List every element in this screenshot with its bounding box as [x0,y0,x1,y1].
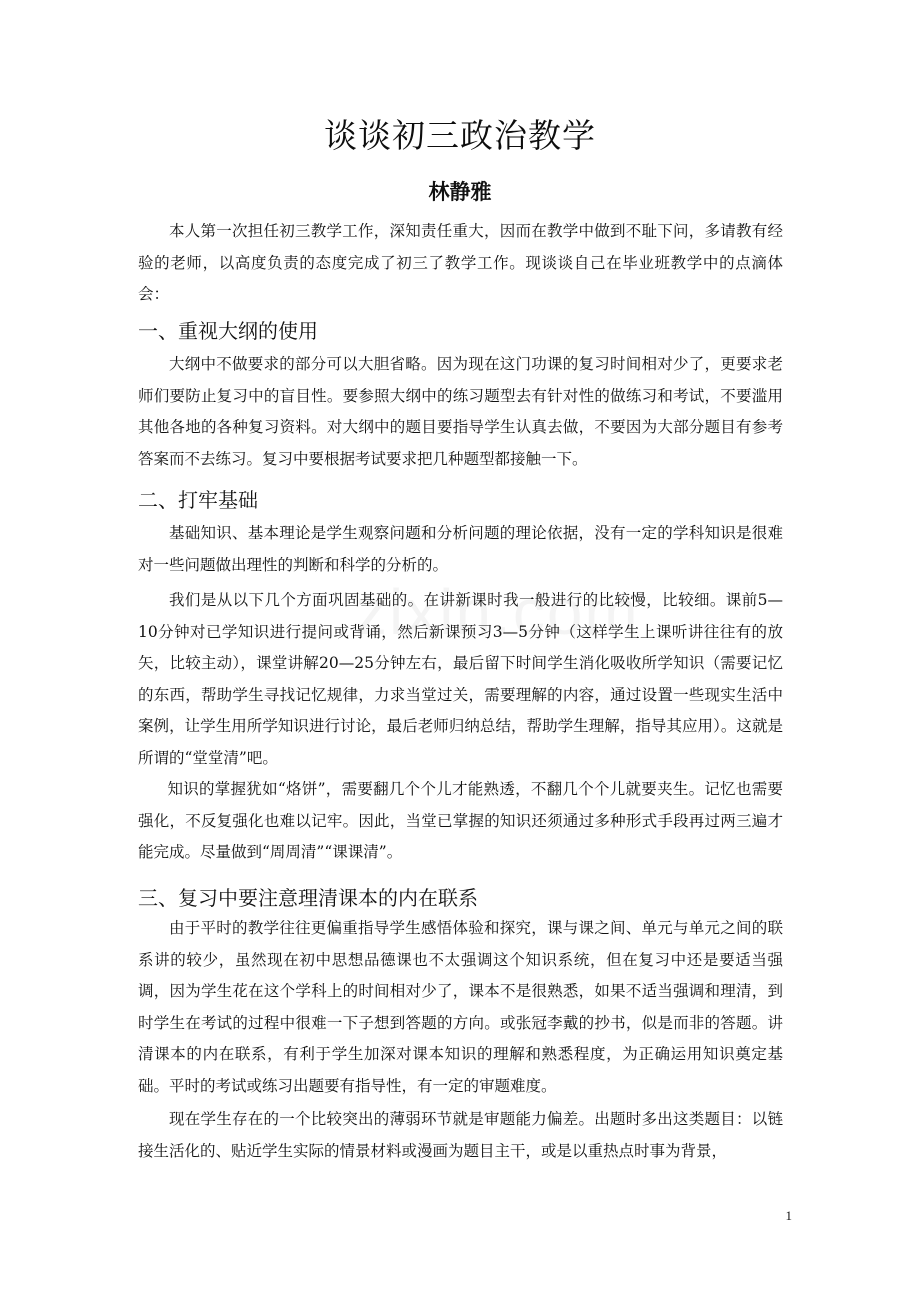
section-3-paragraph-1: 由于平时的教学往往更偏重指导学生感悟体验和探究，课与课之间、单元与单元之间的联系讲的较少，虽然现在初中思想品德课也不太强调这个知识系统，但在复习中还是要适当强调，因为学生花在这个学科上的时间相对少了，课本不是很熟悉，如果不适当强调和理清，到时学生在考试的过程中很难一下子想到答题的方向。或张冠李戴的抄书，似是而非的答题。讲清课本的内在联系，有利于学生加深对课本知识的理解和熟悉程度，为正确运用知识奠定基础。平时的考试或练习出题要有指导性，有一定的审题难度。 [138,919,783,1095]
intro-block [138,216,783,311]
section-3-body [138,913,783,1167]
section-1-paragraph-1: 大纲中不做要求的部分可以大胆省略。因为现在这门功课的复习时间相对少了，更要求老师们要防止复习中的盲目性。要参照大纲中的练习题型去有针对性的做练习和考试，不要滥用其他各地的各种复习资料。对大纲中的题目要指导学生认真去做，不要因为大部分题目有参考答案而不去练习。复习中要根据考试要求把几种题型都接触一下。 [138,355,783,468]
page-number: 1 [785,1208,792,1223]
section-3-heading: 三、复习中要注意理清课本的内在联系 [138,886,478,910]
section-2-paragraph-2: 我们是从以下几个方面巩固基础的。在讲新课时我一般进行的比较慢，比较细。课前5—10分钟对已学知识进行提问或背诵，然后新课预习3—5分钟（这样学生上课听讲往往有的放矢，比较主动），课堂讲解20—25分钟左右，最后留下时间学生消化吸收所学知识（需要记忆的东西，帮助学生寻找记忆规律，力求当堂过关，需要理解的内容，通过设置一些现实生活中案例，让学生用所学知识进行讨论，最后老师归纳总结，帮助学生理解，指导其应用）。这就是所谓的“堂堂清”吧。 [138,591,783,767]
section-3-paragraph-2: 现在学生存在的一个比较突出的薄弱环节就是审题能力偏差。出题时多出这类题目：以链接生活化的、贴近学生实际的情景材料或漫画为题目主干，或是以重热点时事为背景， [138,1110,783,1160]
section-1-heading: 一、重视大纲的使用 [138,319,318,343]
section-2-body [138,518,783,869]
intro-paragraph: 本人第一次担任初三教学工作，深知责任重大，因而在教学中做到不耻下问，多请教有经验的老师，以高度负责的态度完成了初三了教学工作。现谈谈自己在毕业班教学中的点滴体会： [138,222,783,303]
document-title: 谈谈初三政治教学 [324,116,596,155]
section-2-paragraph-1: 基础知识、基本理论是学生观察问题和分析问题的理论依据，没有一定的学科知识是很难对一些问题做出理性的判断和科学的分析的。 [138,524,783,574]
author-name: 林静雅 [428,180,492,204]
section-2-heading: 二、打牢基础 [138,488,258,512]
section-1-body [138,349,783,475]
section-2-paragraph-3: 知识的掌握犹如“烙饼”，需要翻几个个儿才能熟透，不翻几个个儿就要夹生。记忆也需要强化，不反复强化也难以记牢。因此，当堂已掌握的知识还须通过多种形式手段再过两三遍才能完成。尽量做到“周周清”“课课清”。 [138,780,783,861]
